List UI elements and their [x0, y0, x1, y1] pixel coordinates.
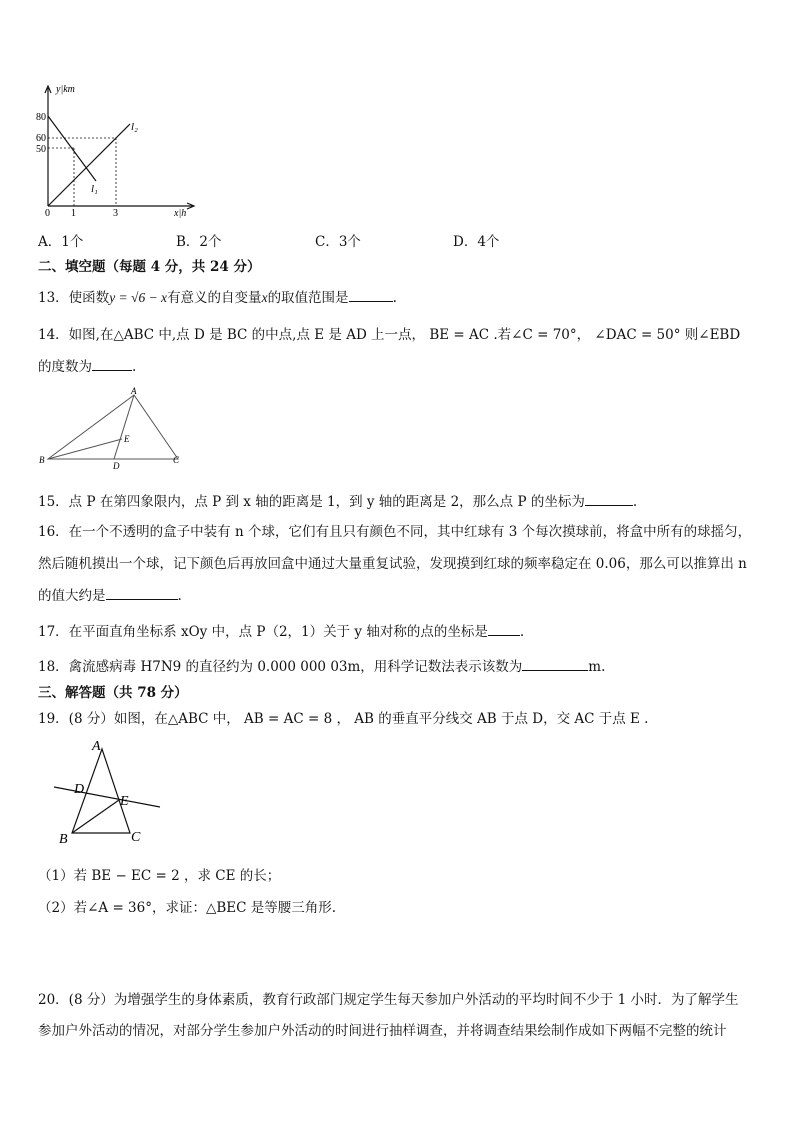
question-13: [38, 286, 397, 306]
question-19: 19．(8 分）如图，在△ABC 中， AB = AC = 8 ， AB 的垂直平分线交 AB 于点 D，交 AC 于点 E .: [38, 711, 649, 727]
question-16-line3: [38, 584, 182, 604]
option-b: B．2个: [176, 234, 222, 250]
section-3-title: 三、解答题（共 78 分）: [38, 685, 188, 701]
segment-be-19: [72, 800, 119, 833]
y-tick-50: 50: [36, 144, 46, 155]
q17-answer-blank[interactable]: [488, 623, 520, 636]
section-2-title: 二、填空题（每题 4 分，共 24 分）: [38, 259, 261, 275]
q14-end: .: [132, 359, 137, 375]
question-16-line2: 然后随机摸出一个球，记下颜色后再放回盒中通过大量重复试验，发现摸到红球的频率稳定在 0.06，那么可以推算出 n: [38, 556, 747, 572]
question-15: [38, 490, 637, 510]
option-d: D．4个: [453, 234, 500, 250]
q14-answer-blank[interactable]: [92, 358, 132, 371]
q16-answer-blank[interactable]: [106, 587, 178, 600]
q19-sub1: （1）若 BE − EC = 2 ，求 CE 的长；: [38, 868, 281, 884]
q15-text: 15．点 P 在第四象限内，点 P 到 x 轴的距离是 1，到 y 轴的距离是 2，那么点 P 的坐标为: [38, 494, 585, 510]
figure-19: [52, 735, 167, 847]
question-17: [38, 620, 524, 640]
q17-end: .: [519, 624, 525, 640]
q13-end: .: [392, 290, 397, 306]
q15-answer-blank[interactable]: [585, 493, 633, 506]
x-tick-1: 1: [71, 208, 76, 218]
q13-answer-blank[interactable]: [349, 289, 393, 302]
question-16-line1: 16．在一个不透明的盒子中装有 n 个球，它们有且只有颜色不同，其中红球有 3 个每次摸球前，将盒中所有的球摇匀，: [38, 524, 752, 540]
y-tick-80: 80: [36, 112, 46, 123]
option-a: A．1个: [38, 234, 84, 250]
segment-ad: [114, 395, 134, 459]
x-axis-label: x|h: [174, 208, 187, 218]
q16-line3-prefix: 的值大约是: [38, 588, 106, 604]
q16-end: .: [177, 588, 182, 604]
question-20-line1: 20．(8 分）为增强学生的身体素质，教育行政部门规定学生每天参加户外活动的平均时间不少于 1 小时．为了解学生: [38, 992, 739, 1008]
line-l1: [48, 116, 96, 181]
q13-suffix-a: 有意义的自变量: [167, 290, 262, 306]
q18-text: 18．禽流感病毒 H7N9 的直径约为 0.000 000 03m，用科学记数法表示该数为: [38, 659, 523, 675]
question-18: [38, 655, 605, 675]
q13-formula: y = √6 − x: [109, 290, 168, 305]
fig14-label-c: C: [173, 455, 180, 465]
label-l2: l₂: [131, 121, 138, 133]
q14-line2-prefix: 的度数为: [38, 359, 92, 375]
fig14-label-b: B: [39, 455, 45, 465]
q13-prefix: 13．使函数: [38, 290, 110, 306]
q17-text: 17．在平面直角坐标系 xOy 中，点 P（2，1）关于 y 轴对称的点的坐标是: [38, 624, 488, 640]
perpendicular-bisector-de: [54, 787, 160, 807]
figure-14: [38, 385, 188, 470]
question-14-line1: 14．如图,在△ABC 中,点 D 是 BC 的中点,点 E 是 AD 上一点， BE = AC .若∠C = 70°， ∠DAC = 50° 则∠EBD: [38, 327, 741, 343]
x-tick-0: 0: [45, 208, 50, 218]
question-20-line2: 参加户外活动的情况，对部分学生参加户外活动的时间进行抽样调查，并将调查结果绘制作成如下两幅不完整的统计: [38, 1023, 727, 1039]
q13-suffix-b: 的取值范围是: [267, 290, 349, 306]
x-tick-3: 3: [113, 208, 118, 218]
fig19-label-b: B: [59, 832, 68, 847]
q19-sub2: （2）若∠A = 36°，求证：△BEC 是等腰三角形.: [38, 900, 337, 916]
question-14-line2: [38, 355, 136, 375]
y-axis-label: y|km: [56, 84, 75, 95]
segment-be: [48, 439, 122, 459]
q18-end: m.: [588, 659, 606, 675]
line-l2: [48, 124, 130, 206]
fig19-label-a: A: [92, 739, 101, 754]
q13-var: x: [261, 290, 268, 305]
y-tick-60: 60: [36, 133, 46, 144]
label-l1: l₁: [91, 183, 98, 195]
fig19-label-d: D: [74, 782, 85, 797]
q15-end: .: [632, 494, 638, 510]
fig14-label-a: A: [131, 386, 137, 396]
option-c: C．3个: [315, 234, 361, 250]
q18-answer-blank[interactable]: [522, 658, 588, 671]
q12-graph: [28, 78, 198, 218]
fig19-label-c: C: [131, 830, 141, 845]
fig19-label-e: E: [120, 794, 129, 809]
fig14-label-e: E: [124, 434, 130, 444]
fig14-label-d: D: [113, 461, 120, 470]
triangle-abc: [48, 395, 178, 459]
